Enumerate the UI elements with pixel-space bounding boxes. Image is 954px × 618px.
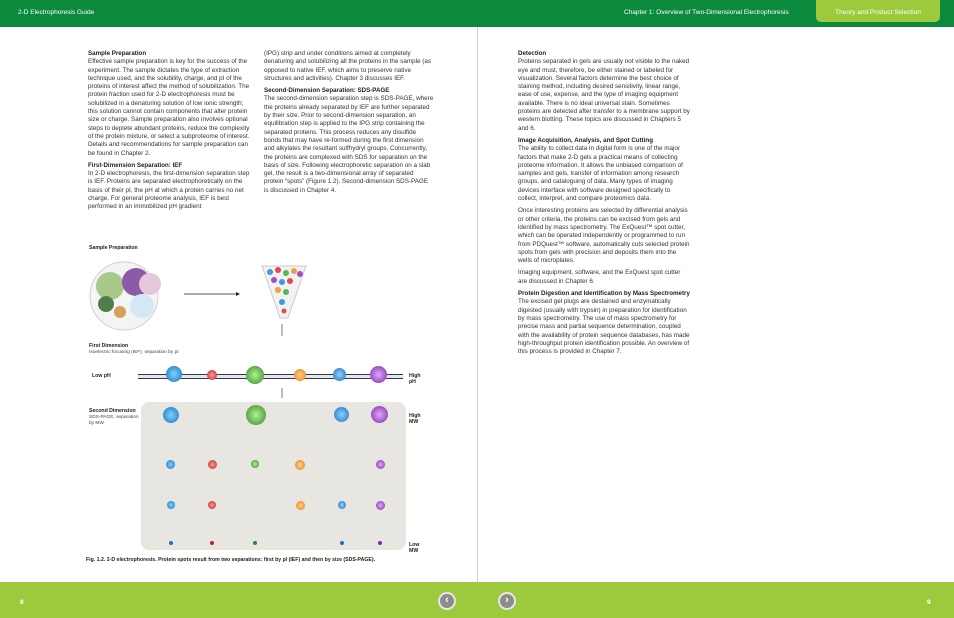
gel-spot [338, 501, 346, 509]
label-low-mw: Low MW [409, 542, 420, 554]
section-tab-label: Theory and Product Selection [835, 9, 921, 16]
gel-spot [251, 460, 259, 468]
text-imaging-equipment: Imaging equipment, software, and the ExQuest spot cutter are discussed in Chapter 6. [518, 269, 681, 285]
text-second-dimension: The second-dimension separation step is SDS-PAGE, where the proteins already separated by IEF are further separated by their size. Prior to second-dimension separation, an equilibration step is applied to the IPG strip containing the separated proteins. This process reduces any disulfide bonds that may have re-formed during the first dimension and alkylates the resultant sulfhydryl groups. Concurrently, the proteins are complexed with SDS for separation on the basis of size. Following electrophoretic separation on a slab gel, the result is a two-dimensional array of separated protein “spots” (Figure 1.2). Second-dimension SDS-PAGE is discussed in Chapter 4. [264, 95, 434, 194]
arrow-to-first-dimension [281, 324, 283, 336]
section-tab[interactable] [816, 0, 940, 22]
page-number-right: 9 [927, 599, 931, 606]
page-number-left: 8 [20, 599, 24, 606]
right-column [518, 50, 690, 360]
text-ief-continued: (IPG) strip and under conditions aimed at completely denaturing and solubilizing all the proteins in the sample (as opposed to native IEF, which aims to preserve native structures and activities). Chapter 3 discusses IEF. [264, 50, 431, 82]
sample-illustration [86, 256, 406, 356]
text-first-dimension: In 2-D electrophoresis, the first-dimension separation step is IEF. Proteins are separated electrophoretically on the basis of their pI, the pH at which a protein carries no net charge. For general proteome analysis, IEF is best performed in an immobilized pH gradient [88, 170, 250, 211]
label-high-ph: High pH [409, 373, 421, 385]
strip-spot-green [246, 366, 264, 384]
sublabel-first-dimension: Isoelectric focusing (IEF), separation by pI [89, 350, 179, 355]
page-gutter [477, 27, 478, 582]
text-detection: Proteins separated in gels are usually not visible to the naked eye and must, therefore, be either stained or labeled for visualization. Several factors determine the best choice of staining method, including desired sensitivity, linear range, ease of use, expense, and the type of imaging equipment available. There is no ideal universal stain. Sometimes proteins are detected after transfer to a membrane support by western blotting. These topics are discussed in Chapters 5 and 6. [518, 58, 690, 132]
figure-2d-electrophoresis [86, 242, 421, 567]
gel-spot [376, 501, 385, 510]
gel-spot [295, 460, 305, 470]
sds-page-gel [141, 402, 406, 550]
gel-spot [169, 541, 173, 545]
gel-spot [296, 501, 305, 510]
gel-spot [334, 407, 349, 422]
gel-spot [210, 541, 214, 545]
strip-spot-red [207, 370, 217, 380]
text-spot-cutter: Once interesting proteins are selected by differential analysis or other criteria, the proteins can be excised from gels and identified by mass spectrometry. The ExQuest™ spot cutter, which can be operated independently or programmed to run from PDQuest™ software, automatically cuts selected protein spots from gels with precision and deposits them into the wells of microplates. [518, 207, 690, 265]
guide-title: 2-D Electrophoresis Guide [18, 9, 95, 16]
text-image-acquisition: The ability to collect data in digital form is one of the major factors that make 2-D gels a practical means of collecting proteome information. It allows the unbiased comparison of samples and gels, transfer of information among research groups, and cataloguing of data. Many types of imaging devices interface with software designed specifically to collect, interpret, and compare proteomics data. [518, 145, 683, 203]
label-high-mw: High MW [409, 413, 421, 425]
gel-spot [378, 541, 382, 545]
arrow-to-second-dimension [281, 388, 283, 398]
label-sample-preparation: Sample Preparation [89, 245, 138, 251]
gel-spot [208, 501, 216, 509]
page-header [0, 0, 954, 27]
label-low-ph: Low pH [92, 373, 111, 379]
gel-spot [166, 460, 175, 469]
chevron-right-icon[interactable]: › [498, 592, 516, 610]
heading-sample-preparation: Sample Preparation [88, 50, 147, 57]
heading-image-acquisition: Image Acquisition, Analysis, and Spot Cutting [518, 136, 653, 144]
chevron-left-icon[interactable]: ‹ [438, 592, 456, 610]
gel-spot [163, 407, 179, 423]
heading-second-dimension: Second-Dimension Separation: SDS-PAGE [264, 87, 390, 95]
page-footer [0, 582, 954, 618]
strip-spot-purple [370, 366, 387, 383]
heading-first-dimension: First-Dimension Separation: IEF [88, 161, 183, 169]
strip-spot-orange [294, 369, 306, 381]
figure-caption: Fig. 1.2. 2-D electrophoresis. Protein spots result from two separations: first by pI (IEF) and then by size (SDS-PAGE). [86, 557, 376, 563]
gel-spot [253, 541, 257, 545]
left-column-1 [88, 50, 254, 216]
strip-spot-blue-2 [333, 368, 346, 381]
chapter-title: Chapter 1: Overview of Two-Dimensional Electrophoresis [624, 9, 789, 16]
sublabel-second-dimension: SDS-PAGE, separation by MW [89, 415, 139, 426]
text-sample-preparation: Effective sample preparation is key for the success of the experiment. The sample dictates the type of extraction technique used, and the solubility, charge, and pI of the proteins of interest affect the method of solubilization. The protein fraction used for 2-D electrophoresis must be solubilized in a denaturing solution of low ionic strength; this solution cannot contain components that alter protein size or charge. Sample preparation also involves optional steps to deplete abundant proteins, reduce the complexity of the protein mixture, or select a subproteome of interest. Details and recommendations for sample preparation can be found in Chapter 2. [88, 58, 250, 157]
heading-detection: Detection [518, 50, 547, 57]
label-second-dimension: Second Dimension [89, 408, 136, 414]
label-first-dimension: First Dimension [89, 343, 129, 349]
gel-spot [371, 406, 388, 423]
gel-spot [167, 501, 175, 509]
gel-spot [208, 460, 217, 469]
gel-spot [376, 460, 385, 469]
left-column-2 [264, 50, 434, 199]
gel-spot [246, 405, 266, 425]
gel-spot [340, 541, 344, 545]
strip-spot-blue [166, 366, 182, 382]
heading-protein-digestion: Protein Digestion and Identification by Mass Spectrometry [518, 290, 690, 298]
text-protein-digestion: The excised gel plugs are destained and enzymatically digested (usually with trypsin) in preparation for identification by mass spectrometry. The use of mass spectrometry for precise mass and partial sequence determination, coupled with the availability of protein sequence databases, has made high-throughput protein identification possible. An overview of this process is provided in Chapter 7. [518, 298, 690, 356]
